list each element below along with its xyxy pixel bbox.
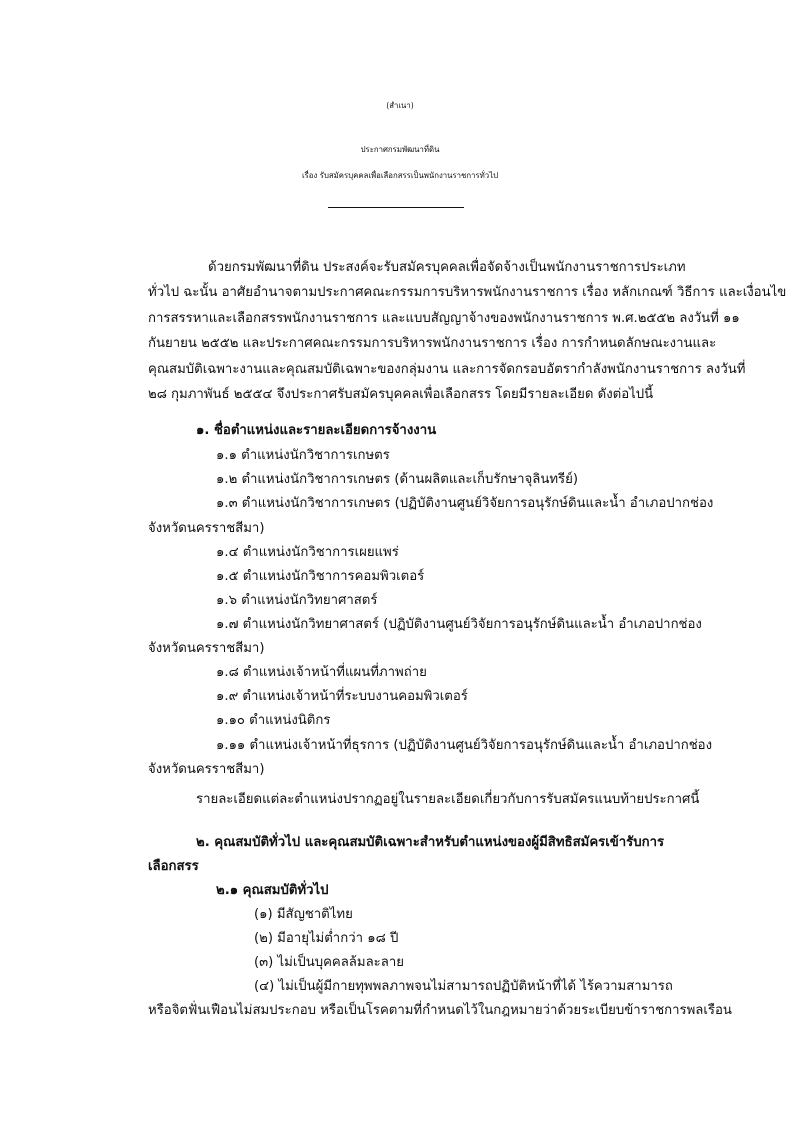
intro-line: การสรรหาและเลือกสรรพนักงานราชการ และแบบสัญญาจ้างของพนักงานราชการ พ.ศ.๒๕๕๒ ลงวันที่ ๑๑ (148, 311, 740, 326)
intro-line: คุณสมบัติเฉพาะงานและคุณสมบัติเฉพาะของกลุ่มงาน และการจัดกรอบอัตรากำลังพนักงานราชการ ลงวันที่ (148, 362, 746, 377)
list-item-continuation: จังหวัดนครราชสีมา) (148, 762, 265, 777)
announcement-title: ประกาศกรมพัฒนาที่ดิน (360, 145, 440, 154)
list-item: ๑.๒ ตำแหน่งนักวิชาการเกษตร (ด้านผลิตและเก็บรักษาจุลินทรีย์) (216, 472, 578, 487)
list-item: ๑.๔ ตำแหน่งนักวิชาการเผยแพร่ (216, 545, 399, 560)
list-item: ๑.๖ ตำแหน่งนักวิทยาศาสตร์ (216, 593, 378, 608)
qualification-item: (๔) ไม่เป็นผู้มีกายทุพพลภาพจนไม่สามารถปฏิบัติหน้าที่ได้ ไร้ความสามารถ (254, 979, 673, 994)
section-heading: ๒. คุณสมบัติทั่วไป และคุณสมบัติเฉพาะสำหรับตำแหน่งของผู้มีสิทธิสมัครเข้ารับการ (196, 835, 665, 850)
list-item: ๑.๘ ตำแหน่งเจ้าหน้าที่แผนที่ภาพถ่าย (216, 665, 427, 680)
copy-mark: (สำเนา) (386, 101, 414, 110)
section-heading-continuation: เลือกสรร (148, 859, 199, 874)
list-item-continuation: จังหวัดนครราชสีมา) (148, 521, 265, 536)
list-item: ๑.๗ ตำแหน่งนักวิทยาศาสตร์ (ปฏิบัติงานศูนย์วิจัยการอนุรักษ์ดินและน้ำ อำเภอปากช่อง (216, 617, 702, 632)
qualification-item: (๒) มีอายุไม่ต่ำกว่า ๑๘ ปี (254, 931, 399, 946)
sub-heading: ๒.๑ คุณสมบัติทั่วไป (216, 883, 329, 898)
title-divider (328, 207, 464, 208)
section-heading: ๑. ชื่อตำแหน่งและรายละเอียดการจ้างงาน (196, 423, 437, 438)
list-item: ๑.๕ ตำแหน่งนักวิชาการคอมพิวเตอร์ (216, 569, 425, 584)
qualification-item-continuation: หรือจิตฟั่นเฟือนไม่สมประกอบ หรือเป็นโรคตามที่กำหนดไว้ในกฎหมายว่าด้วยระเบียบข้าราชการพลเรือน (148, 1003, 732, 1018)
list-item: ๑.๓ ตำแหน่งนักวิชาการเกษตร (ปฏิบัติงานศูนย์วิจัยการอนุรักษ์ดินและน้ำ อำเภอปากช่อง (216, 496, 714, 511)
list-item-continuation: จังหวัดนครราชสีมา) (148, 641, 265, 656)
intro-line: กันยายน ๒๕๕๒ และประกาศคณะกรรมการบริหารพนักงานราชการ เรื่อง การกำหนดลักษณะงานและ (148, 336, 717, 351)
intro-line: ๒๘ กุมภาพันธ์ ๒๕๕๔ จึงประกาศรับสมัครบุคคลเพื่อเลือกสรร โดยมีรายละเอียด ดังต่อไปนี้ (148, 387, 654, 402)
qualification-item: (๓) ไม่เป็นบุคคลล้มละลาย (254, 955, 404, 970)
list-item: ๑.๑ ตำแหน่งนักวิชาการเกษตร (216, 448, 390, 463)
list-item: ๑.๑๑ ตำแหน่งเจ้าหน้าที่ธุรการ (ปฏิบัติงานศูนย์วิจัยการอนุรักษ์ดินและน้ำ อำเภอปากช่อง (216, 738, 713, 753)
list-item: ๑.๙ ตำแหน่งเจ้าหน้าที่ระบบงานคอมพิวเตอร์ (216, 689, 468, 704)
qualification-item: (๑) มีสัญชาติไทย (254, 907, 353, 922)
list-item: ๑.๑๐ ตำแหน่งนิติกร (216, 713, 331, 728)
intro-line: ทั่วไป ฉะนั้น อาศัยอำนาจตามประกาศคณะกรรมการบริหารพนักงานราชการ เรื่อง หลักเกณฑ์ วิธีการ และเงื่อนไข (148, 285, 787, 300)
section-note: รายละเอียดแต่ละตำแหน่งปรากฏอยู่ในรายละเอียดเกี่ยวกับการรับสมัครแนบท้ายประกาศนี้ (196, 792, 700, 807)
intro-line: ด้วยกรมพัฒนาที่ดิน ประสงค์จะรับสมัครบุคคลเพื่อจัดจ้างเป็นพนักงานราชการประเภท (208, 260, 686, 275)
announcement-subject: เรื่อง รับสมัครบุคคลเพื่อเลือกสรรเป็นพนักงานราชการทั่วไป (301, 171, 499, 180)
